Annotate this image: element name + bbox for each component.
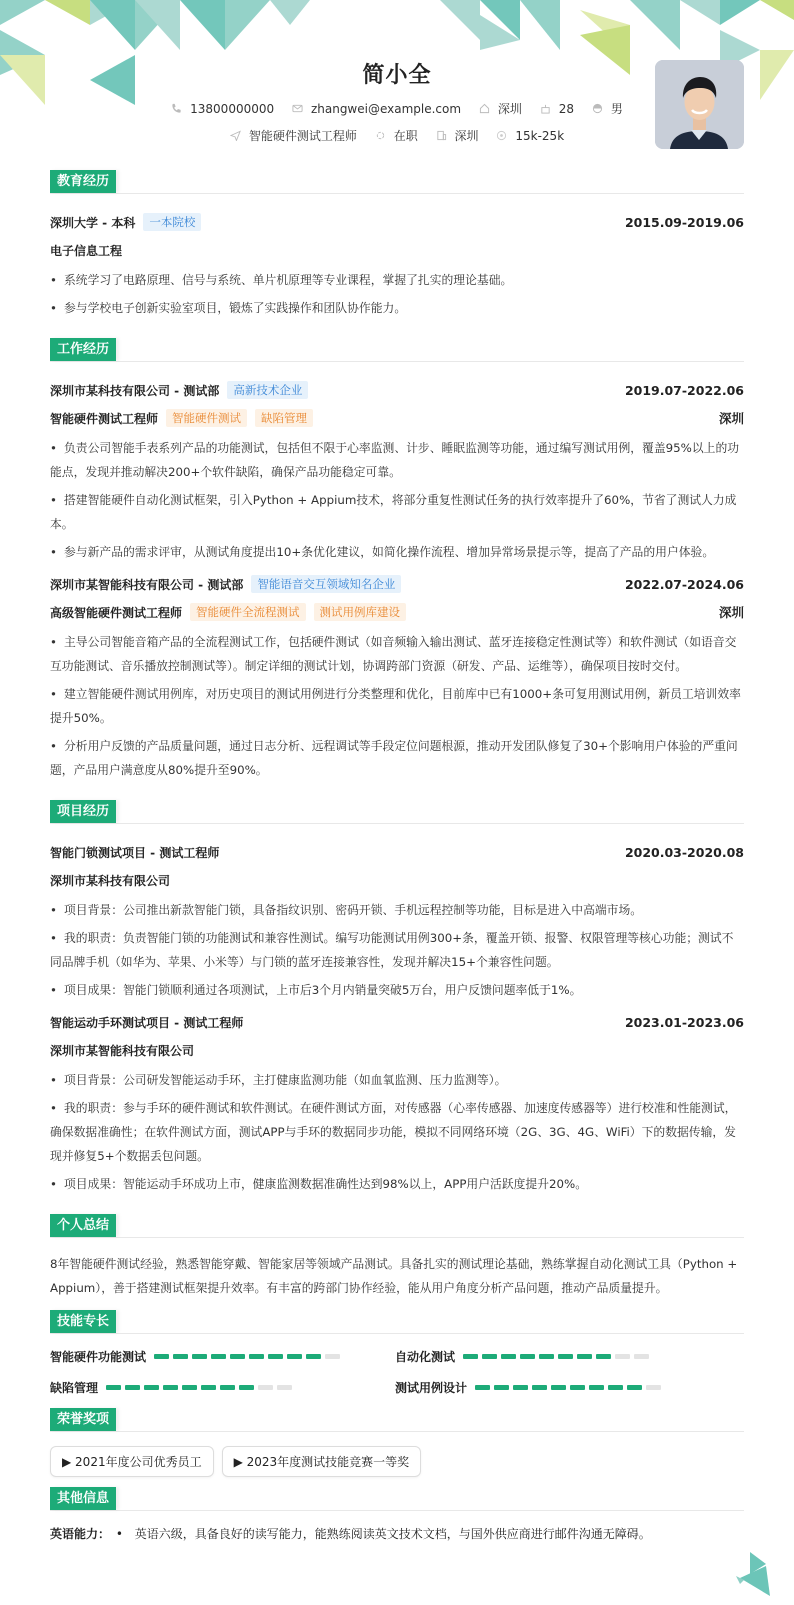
list-item: • 建立智能硬件测试用例库，对历史项目的测试用例进行分类整理和优化，目前库中已有1000+条可复用测试用例，新员工培训效率提升50%。 [50, 687, 741, 725]
project-date: 2020.03-2020.08 [624, 844, 744, 860]
english-label: 英语能力： [50, 1527, 111, 1541]
project-company: 深圳市某智能科技有限公司 [50, 1043, 195, 1058]
skill-item [50, 1348, 395, 1365]
intent-status: 在职 [375, 127, 418, 144]
home-icon [479, 103, 490, 114]
salary-icon [496, 130, 507, 141]
list-item: • 参与新产品的需求评审，从测试角度提出10+条优化建议，如简化操作流程、增加异常场景提示等，提高了产品的用户体验。 [50, 545, 715, 559]
mail-icon [292, 103, 303, 114]
send-icon [230, 130, 241, 141]
list-item: • 搭建智能硬件自动化测试框架，引入Python + Appium技术，将部分重复性测试任务的执行效率提升了60%，节省了测试人力成本。 [50, 493, 737, 531]
skills-grid [50, 1348, 744, 1396]
honor-badge: ▶ 2023年度测试技能竞赛一等奖 [222, 1446, 422, 1477]
intent-city: 深圳 [436, 127, 479, 144]
english-text: 英语六级，具备良好的读写能力，能熟练阅读英文技术文档，与国外供应商进行邮件沟通无障碍。 [134, 1527, 651, 1541]
contact-location: 深圳 [479, 100, 522, 117]
section-header [50, 800, 744, 824]
skill-level-bar [154, 1354, 344, 1359]
skill-level-bar [106, 1385, 296, 1390]
skill-level-bar [475, 1385, 665, 1390]
summary-section [50, 1214, 744, 1300]
resume-header [0, 0, 794, 170]
skill-item [50, 1379, 395, 1396]
section-title: 荣誉奖项 [50, 1408, 116, 1431]
section-title: 工作经历 [50, 338, 116, 361]
building-icon [436, 130, 447, 141]
company-name: 深圳市某智能科技有限公司 - 测试部 [50, 577, 244, 592]
section-header [50, 170, 744, 194]
list-item: • 项目成果：智能运动手环成功上市，健康监测数据准确性达到98%以上，APP用户活跃度提升20%。 [50, 1177, 588, 1191]
project-entry [50, 838, 744, 1002]
job-title: 智能硬件测试工程师 [50, 411, 159, 426]
skill-name: 智能硬件功能测试 [50, 1350, 147, 1364]
avatar-portrait-icon [655, 60, 744, 149]
work-section [50, 338, 744, 782]
profile-photo [655, 60, 744, 149]
project-entry [50, 1008, 744, 1196]
school-tag: 一本院校 [143, 213, 201, 231]
section-header [50, 1487, 744, 1511]
list-item: • 项目背景：公司推出新款智能门锁，具备指纹识别、密码开锁、手机远程控制等功能，目标是进入中高端市场。 [50, 903, 643, 917]
list-item: • 项目背景：公司研发智能运动手环，主打健康监测功能（如血氧监测、压力监测等）。 [50, 1073, 507, 1087]
work-city: 深圳 [718, 605, 744, 620]
education-date: 2015.09-2019.06 [624, 214, 744, 230]
project-name: 智能门锁测试项目 - 测试工程师 [50, 845, 220, 860]
work-entry [50, 376, 744, 564]
skill-name: 自动化测试 [395, 1350, 456, 1364]
contact-gender: 男 [592, 100, 623, 117]
work-entry [50, 570, 744, 782]
major-row [50, 236, 744, 264]
section-title: 教育经历 [50, 170, 116, 193]
company-tag: 高新技术企业 [227, 381, 308, 399]
education-bullets [50, 268, 744, 320]
projects-section [50, 800, 744, 1196]
project-date: 2023.01-2023.06 [624, 1014, 744, 1030]
job-title: 高级智能硬件测试工程师 [50, 605, 183, 620]
honors-list [50, 1446, 744, 1477]
skill-level-bar [463, 1354, 653, 1359]
section-title: 其他信息 [50, 1487, 116, 1510]
contact-phone: 13800000000 [171, 102, 274, 116]
company-tag: 智能语音交互领域知名企业 [251, 575, 401, 593]
skill-name: 测试用例设计 [395, 1381, 468, 1395]
contact-age: 28 [540, 102, 574, 116]
footer-triangle-icon [736, 1552, 776, 1597]
section-header [50, 1214, 744, 1238]
section-title: 个人总结 [50, 1214, 116, 1237]
list-item: • 我的职责：参与手环的硬件测试和软件测试。在硬件测试方面，对传感器（心率传感器、加速度传感器等）进行校准和性能测试，确保数据准确性；在软件测试方面，测试APP与手环的数据同步功能，模拟不同网络环境（2G、3G、4G、WiFi）下的数据传输，发现并修复5+个数据丢包问题。 [50, 1101, 737, 1163]
skill-name: 缺陷管理 [50, 1381, 99, 1395]
honors-section [50, 1408, 744, 1477]
skill-tag: 智能硬件测试 [166, 409, 247, 427]
work-date: 2019.07-2022.06 [624, 382, 744, 398]
skill-tag: 智能硬件全流程测试 [190, 603, 306, 621]
age-icon [540, 103, 551, 114]
list-item: • 主导公司智能音箱产品的全流程测试工作，包括硬件测试（如音频输入输出测试、蓝牙连接稳定性测试等）和软件测试（如语音交互功能测试、音乐播放控制测试等）。制定详细的测试计划，协调跨部门资源（研发、产品、运维等），确保项目按时交付。 [50, 635, 737, 673]
skill-item [395, 1379, 740, 1396]
major-name: 电子信息工程 [50, 243, 123, 258]
list-item: • 负责公司智能手表系列产品的功能测试，包括但不限于心率监测、计步、睡眠监测等功能，通过编写测试用例，覆盖95%以上的功能点，发现并推动解决200+个软件缺陷，确保产品功能稳定可靠。 [50, 441, 740, 479]
intent-position: 智能硬件测试工程师 [230, 127, 357, 144]
other-section [50, 1487, 744, 1542]
candidate-name: 简小全 [362, 63, 432, 88]
section-header [50, 1408, 744, 1432]
status-icon [375, 130, 386, 141]
skill-tag: 缺陷管理 [255, 409, 313, 427]
education-row [50, 208, 744, 236]
section-header [50, 338, 744, 362]
skill-item [395, 1348, 740, 1365]
school-name: 深圳大学 - 本科 [50, 215, 136, 230]
english-ability-row: 英语能力： • 英语六级，具备良好的读写能力，能熟练阅读英文技术文档，与国外供应商进行邮件沟通无障碍。 [50, 1527, 651, 1541]
section-title: 项目经历 [50, 800, 116, 823]
work-date: 2022.07-2024.06 [624, 576, 744, 592]
education-section [50, 170, 744, 320]
section-header [50, 1310, 744, 1334]
skill-tag: 测试用例库建设 [314, 603, 407, 621]
list-item: • 系统学习了电路原理、信号与系统、单片机原理等专业课程，掌握了扎实的理论基础。 [50, 273, 513, 287]
honor-badge: ▶ 2021年度公司优秀员工 [50, 1446, 214, 1477]
skills-section [50, 1310, 744, 1396]
list-item: • 分析用户反馈的产品质量问题，通过日志分析、远程调试等手段定位问题根源，推动开发团队修复了30+个影响用户体验的严重问题，产品用户满意度从80%提升至90%。 [50, 739, 738, 777]
list-item: • 项目成果：智能门锁顺利通过各项测试，上市后3个月内销量突破5万台，用户反馈问题率低于1%。 [50, 983, 582, 997]
resume-body [0, 170, 794, 1542]
intent-salary: 15k-25k [496, 129, 564, 143]
gender-icon [592, 103, 603, 114]
work-city: 深圳 [718, 411, 744, 426]
project-company: 深圳市某科技有限公司 [50, 873, 171, 888]
list-item: • 我的职责：负责智能门锁的功能测试和兼容性测试。编写功能测试用例300+条，覆盖开锁、报警、权限管理等核心功能；测试不同品牌手机（如华为、苹果、小米等）与门锁的蓝牙连接兼容性，发现并解决15+个兼容性问题。 [50, 931, 734, 969]
phone-icon [171, 103, 182, 114]
summary-text: 8年智能硬件测试经验，熟悉智能穿戴、智能家居等领域产品测试。具备扎实的测试理论基础，熟练掌握自动化测试工具（Python + Appium），善于搭建测试框架提升效率。有丰富的跨部门协作经验，能从用户角度分析产品问题，推动产品质量提升。 [50, 1257, 738, 1295]
list-item: • 参与学校电子创新实验室项目，锻炼了实践操作和团队协作能力。 [50, 301, 407, 315]
contact-email: zhangwei@example.com [292, 102, 461, 116]
project-name: 智能运动手环测试项目 - 测试工程师 [50, 1015, 244, 1030]
section-title: 技能专长 [50, 1310, 116, 1333]
company-name: 深圳市某科技有限公司 - 测试部 [50, 383, 220, 398]
